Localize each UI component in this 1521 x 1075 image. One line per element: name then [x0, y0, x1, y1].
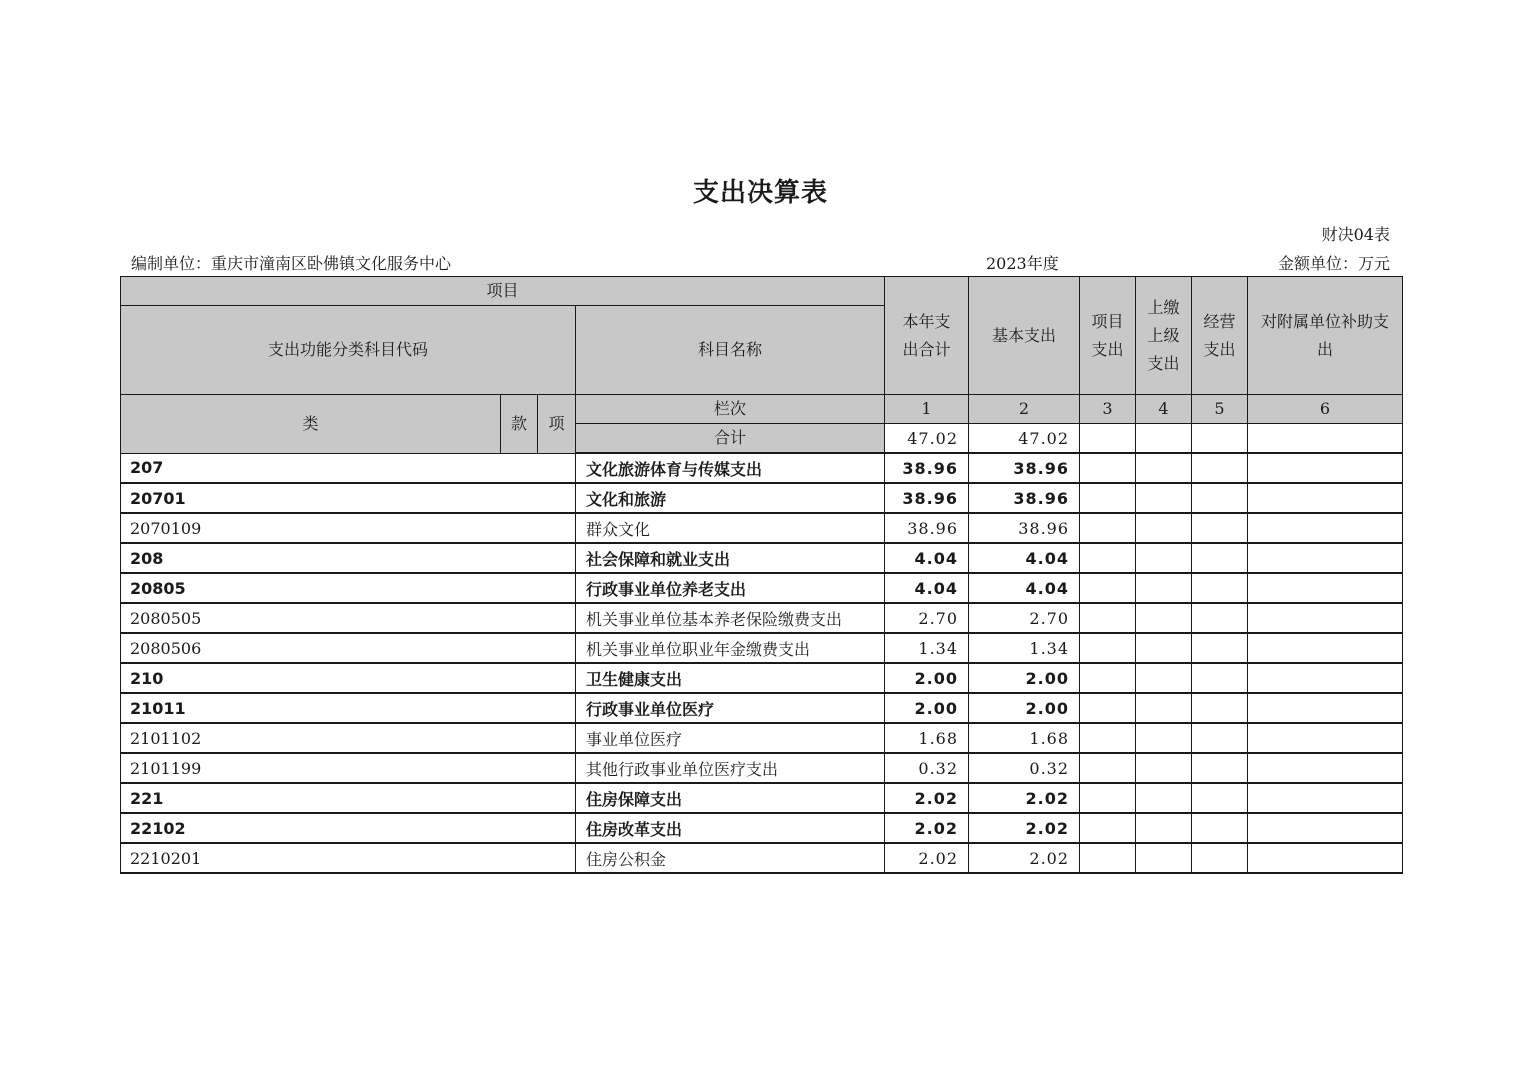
- total-label: 合计: [576, 424, 885, 454]
- col-number-4: 4: [1136, 395, 1192, 424]
- header-subject-name: 科目名称: [576, 306, 885, 395]
- row-subject-name: 机关事业单位职业年金缴费支出: [576, 633, 885, 663]
- header-col-project-label: 项目支出: [1091, 311, 1124, 359]
- table-row: [121, 633, 1403, 663]
- row-subsidiary: [1248, 633, 1403, 663]
- row-upper: [1136, 513, 1192, 543]
- row-subject-name: 事业单位医疗: [576, 723, 885, 753]
- row-subsidiary: [1248, 573, 1403, 603]
- row-basic: 1.34: [969, 633, 1080, 663]
- table-row: [121, 453, 1403, 483]
- table-row: [121, 693, 1403, 723]
- row-subsidiary: [1248, 543, 1403, 573]
- row-code: 208: [121, 543, 576, 573]
- row-basic: 38.96: [969, 513, 1080, 543]
- row-upper: [1136, 813, 1192, 843]
- row-basic: 38.96: [969, 453, 1080, 483]
- row-subject-name: 其他行政事业单位医疗支出: [576, 753, 885, 783]
- header-col-basic: 基本支出: [969, 277, 1080, 395]
- row-total: 0.32: [885, 753, 969, 783]
- row-subsidiary: [1248, 723, 1403, 753]
- header-col-subsidiary-label: 对附属单位补助支出: [1261, 311, 1390, 359]
- row-project: [1080, 753, 1136, 783]
- row-business: [1192, 573, 1248, 603]
- row-code: 2080505: [121, 603, 576, 633]
- col-number-5: 5: [1192, 395, 1248, 424]
- row-subsidiary: [1248, 783, 1403, 813]
- row-business: [1192, 513, 1248, 543]
- table-row: [121, 843, 1403, 873]
- row-total: 38.96: [885, 453, 969, 483]
- row-total: 2.70: [885, 603, 969, 633]
- row-business: [1192, 813, 1248, 843]
- header-col-subsidiary: [1248, 277, 1403, 395]
- table-row: [121, 603, 1403, 633]
- row-code: 20805: [121, 573, 576, 603]
- row-upper: [1136, 483, 1192, 513]
- table-row: [121, 723, 1403, 753]
- table-row: [121, 483, 1403, 513]
- header-col-total-label: 本年支出合计: [902, 311, 951, 359]
- row-upper: [1136, 543, 1192, 573]
- row-code: 221: [121, 783, 576, 813]
- row-business: [1192, 783, 1248, 813]
- row-upper: [1136, 693, 1192, 723]
- row-code: 2101199: [121, 753, 576, 783]
- total-project: [1080, 424, 1136, 454]
- row-basic: 4.04: [969, 543, 1080, 573]
- row-basic: 2.02: [969, 813, 1080, 843]
- row-basic: 2.02: [969, 783, 1080, 813]
- table-row: [121, 813, 1403, 843]
- expenditure-table: [120, 276, 1403, 874]
- row-subject-name: 文化旅游体育与传媒支出: [576, 453, 885, 483]
- row-subject-name: 文化和旅游: [576, 483, 885, 513]
- row-business: [1192, 543, 1248, 573]
- table-row: [121, 573, 1403, 603]
- report-year: 2023年度: [986, 254, 1059, 273]
- row-code: 20701: [121, 483, 576, 513]
- header-col-upper-label: 上缴上级支出: [1147, 297, 1180, 373]
- row-business: [1192, 603, 1248, 633]
- compiling-unit: 编制单位：重庆市潼南区卧佛镇文化服务中心: [131, 254, 452, 273]
- row-subsidiary: [1248, 843, 1403, 873]
- row-subsidiary: [1248, 513, 1403, 543]
- row-basic: 2.70: [969, 603, 1080, 633]
- row-business: [1192, 663, 1248, 693]
- row-business: [1192, 453, 1248, 483]
- col-number-2: 2: [969, 395, 1080, 424]
- table-row: [121, 513, 1403, 543]
- row-upper: [1136, 843, 1192, 873]
- row-code: 2101102: [121, 723, 576, 753]
- row-total: 2.02: [885, 843, 969, 873]
- row-upper: [1136, 603, 1192, 633]
- row-total: 38.96: [885, 513, 969, 543]
- row-code: 22102: [121, 813, 576, 843]
- row-project: [1080, 813, 1136, 843]
- row-subsidiary: [1248, 453, 1403, 483]
- header-col-upper: [1136, 277, 1192, 395]
- total-subsidiary: [1248, 424, 1403, 454]
- row-business: [1192, 753, 1248, 783]
- total-business: [1192, 424, 1248, 454]
- row-total: 2.00: [885, 663, 969, 693]
- row-project: [1080, 603, 1136, 633]
- row-subject-name: 机关事业单位基本养老保险缴费支出: [576, 603, 885, 633]
- row-code: 2210201: [121, 843, 576, 873]
- row-total: 1.68: [885, 723, 969, 753]
- row-total: 4.04: [885, 573, 969, 603]
- total-amount: 47.02: [885, 424, 969, 454]
- row-subject-name: 卫生健康支出: [576, 663, 885, 693]
- page-title: 支出决算表: [692, 178, 828, 208]
- row-basic: 4.04: [969, 573, 1080, 603]
- row-subsidiary: [1248, 693, 1403, 723]
- row-code: 210: [121, 663, 576, 693]
- table-row: [121, 663, 1403, 693]
- col-number-3: 3: [1080, 395, 1136, 424]
- row-business: [1192, 843, 1248, 873]
- row-subsidiary: [1248, 603, 1403, 633]
- header-xiang: 项: [538, 395, 576, 454]
- total-upper: [1136, 424, 1192, 454]
- row-upper: [1136, 663, 1192, 693]
- header-project: 项目: [121, 277, 885, 306]
- row-upper: [1136, 723, 1192, 753]
- row-upper: [1136, 753, 1192, 783]
- row-total: 2.00: [885, 693, 969, 723]
- form-number: 财决04表: [1321, 225, 1390, 244]
- header-col-project: [1080, 277, 1136, 395]
- row-total: 2.02: [885, 813, 969, 843]
- row-code: 2070109: [121, 513, 576, 543]
- row-project: [1080, 513, 1136, 543]
- row-basic: 2.00: [969, 693, 1080, 723]
- row-subject-name: 住房公积金: [576, 843, 885, 873]
- col-number-6: 6: [1248, 395, 1403, 424]
- row-upper: [1136, 783, 1192, 813]
- row-basic: 2.02: [969, 843, 1080, 873]
- row-project: [1080, 633, 1136, 663]
- row-project: [1080, 663, 1136, 693]
- table-row: [121, 753, 1403, 783]
- header-col-business: [1192, 277, 1248, 395]
- row-subsidiary: [1248, 483, 1403, 513]
- header-lanci: 栏次: [576, 395, 885, 424]
- row-subject-name: 行政事业单位养老支出: [576, 573, 885, 603]
- row-project: [1080, 453, 1136, 483]
- row-project: [1080, 573, 1136, 603]
- row-total: 38.96: [885, 483, 969, 513]
- row-business: [1192, 633, 1248, 663]
- row-basic: 1.68: [969, 723, 1080, 753]
- row-total: 4.04: [885, 543, 969, 573]
- row-upper: [1136, 573, 1192, 603]
- row-project: [1080, 783, 1136, 813]
- row-subject-name: 住房保障支出: [576, 783, 885, 813]
- row-upper: [1136, 633, 1192, 663]
- row-business: [1192, 723, 1248, 753]
- row-project: [1080, 723, 1136, 753]
- row-subsidiary: [1248, 753, 1403, 783]
- row-project: [1080, 483, 1136, 513]
- row-subject-name: 行政事业单位医疗: [576, 693, 885, 723]
- header-col-total: [885, 277, 969, 395]
- header-row-lanci: [121, 395, 1403, 424]
- total-basic: 47.02: [969, 424, 1080, 454]
- row-business: [1192, 483, 1248, 513]
- row-subsidiary: [1248, 813, 1403, 843]
- row-project: [1080, 693, 1136, 723]
- row-total: 2.02: [885, 783, 969, 813]
- header-lei: 类: [121, 395, 501, 454]
- row-basic: 2.00: [969, 663, 1080, 693]
- table-row: [121, 783, 1403, 813]
- row-project: [1080, 543, 1136, 573]
- table-row: [121, 543, 1403, 573]
- col-number-1: 1: [885, 395, 969, 424]
- row-basic: 0.32: [969, 753, 1080, 783]
- row-code: 21011: [121, 693, 576, 723]
- header-kuan: 款: [501, 395, 538, 454]
- row-code: 207: [121, 453, 576, 483]
- header-code-group: 支出功能分类科目代码: [121, 306, 576, 395]
- row-project: [1080, 843, 1136, 873]
- row-code: 2080506: [121, 633, 576, 663]
- row-business: [1192, 693, 1248, 723]
- row-subject-name: 住房改革支出: [576, 813, 885, 843]
- header-row-project: [121, 277, 1403, 306]
- row-subject-name: 社会保障和就业支出: [576, 543, 885, 573]
- row-upper: [1136, 453, 1192, 483]
- row-total: 1.34: [885, 633, 969, 663]
- row-subsidiary: [1248, 663, 1403, 693]
- row-subject-name: 群众文化: [576, 513, 885, 543]
- row-basic: 38.96: [969, 483, 1080, 513]
- header-col-business-label: 经营支出: [1203, 311, 1236, 359]
- amount-unit: 金额单位：万元: [1277, 254, 1390, 273]
